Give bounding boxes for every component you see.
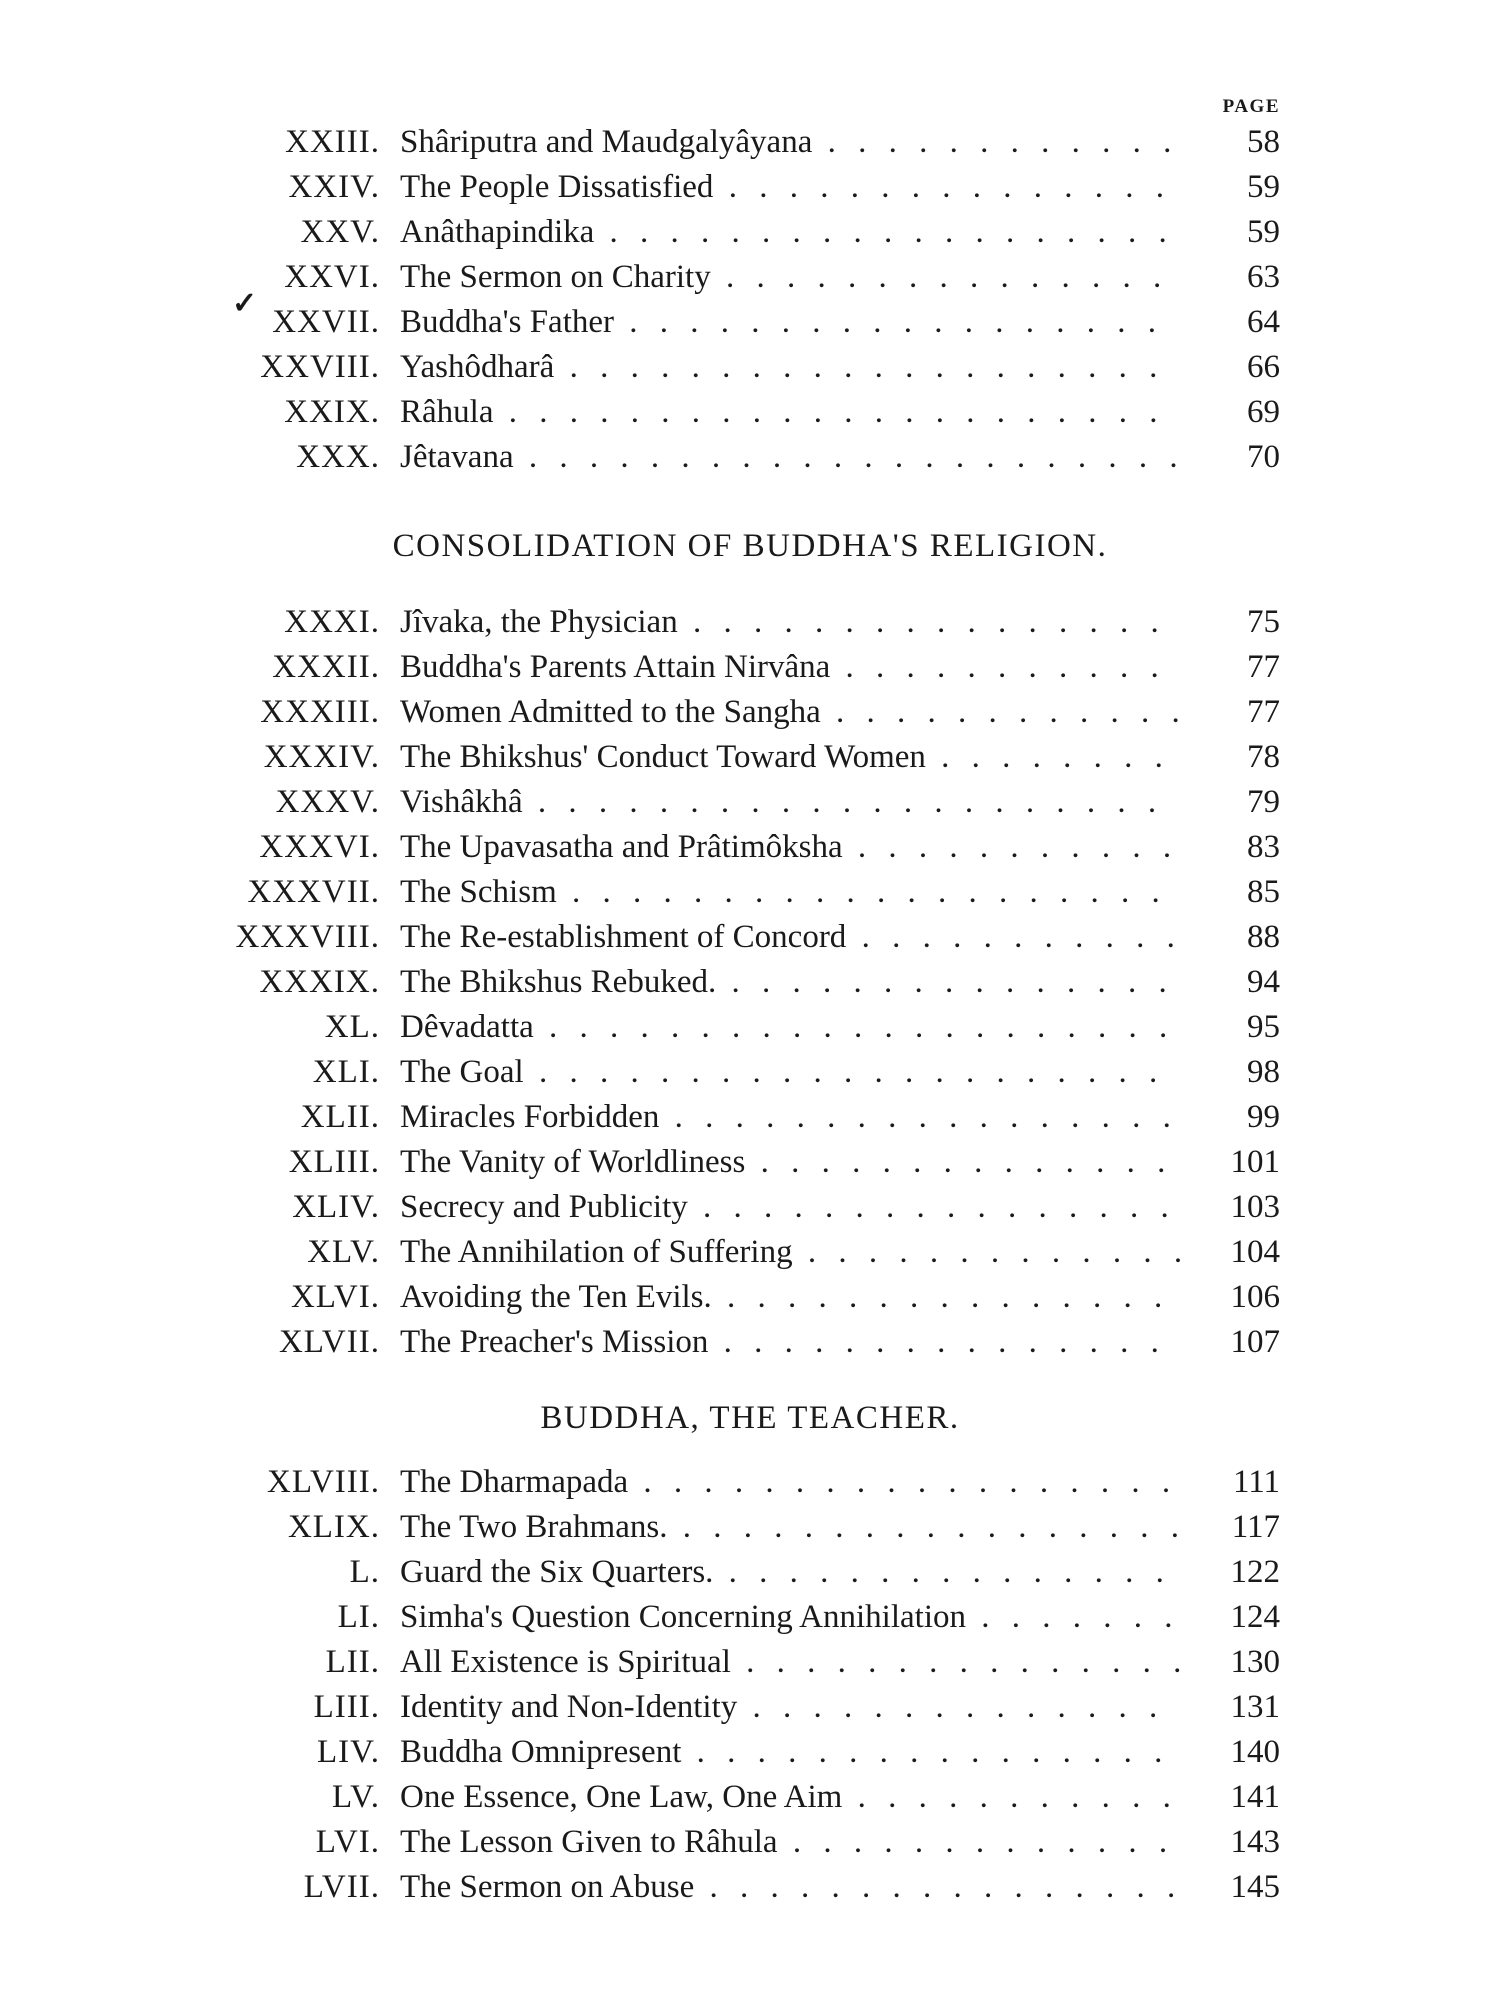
chapter-number: XLII. bbox=[300, 1099, 380, 1135]
chapter-number: LII. bbox=[325, 1644, 380, 1680]
toc-entry[interactable] bbox=[0, 435, 1500, 480]
toc-entry[interactable] bbox=[0, 1775, 1500, 1820]
chapter-number: LVI. bbox=[315, 1824, 380, 1860]
chapter-number: XXXVII. bbox=[247, 874, 380, 910]
chapter-title: Identity and Non-Identity . . . bbox=[400, 1685, 1180, 1730]
page-number: 107 bbox=[1230, 1324, 1280, 1360]
chapter-title: Yashôdharâ . . . bbox=[400, 345, 1180, 390]
toc-entry[interactable] bbox=[0, 1685, 1500, 1730]
chapter-number: XXXV. bbox=[275, 784, 380, 820]
page-number: 99 bbox=[1247, 1099, 1280, 1135]
page-number: 94 bbox=[1247, 964, 1280, 1000]
chapter-number: XXIX. bbox=[284, 394, 380, 430]
toc-entry[interactable] bbox=[0, 645, 1500, 690]
chapter-title: Dêvadatta . . . bbox=[400, 1005, 1180, 1050]
page-number: 141 bbox=[1230, 1779, 1280, 1815]
chapter-title: The Sermon on Charity . . . bbox=[400, 255, 1180, 300]
chapter-title: Buddha Omnipresent . . . bbox=[400, 1730, 1180, 1775]
chapter-number: XLV. bbox=[307, 1234, 380, 1270]
page-number: 117 bbox=[1231, 1509, 1280, 1545]
chapter-number: XLIII. bbox=[288, 1144, 380, 1180]
toc-entry[interactable] bbox=[0, 255, 1500, 300]
section-heading-teacher: BUDDHA, THE TEACHER. bbox=[540, 1400, 960, 1436]
toc-entry[interactable] bbox=[0, 1230, 1500, 1275]
page-number: 106 bbox=[1230, 1279, 1280, 1315]
page-number: 77 bbox=[1247, 649, 1280, 685]
chapter-title: Jêtavana . . . bbox=[400, 435, 1180, 480]
chapter-title: The Schism . . . bbox=[400, 870, 1180, 915]
toc-entry[interactable] bbox=[0, 870, 1500, 915]
chapter-number: XXV. bbox=[300, 214, 380, 250]
chapter-number: XXVII. bbox=[272, 304, 380, 340]
toc-entry[interactable] bbox=[0, 600, 1500, 645]
chapter-title: The Upavasatha and Prâtimôksha . . . bbox=[400, 825, 1180, 870]
chapter-title: The Re-establishment of Concord . . . bbox=[400, 915, 1180, 960]
chapter-number: XLVIII. bbox=[266, 1464, 380, 1500]
page-number: 111 bbox=[1232, 1464, 1280, 1500]
chapter-number: XXXVIII. bbox=[235, 919, 380, 955]
toc-entry[interactable] bbox=[0, 1275, 1500, 1320]
chapter-number: XLI. bbox=[312, 1054, 380, 1090]
page-number: 85 bbox=[1247, 874, 1280, 910]
page-number: 64 bbox=[1247, 304, 1280, 340]
toc-entry[interactable] bbox=[0, 1460, 1500, 1505]
page-number: 58 bbox=[1247, 124, 1280, 160]
chapter-title: Women Admitted to the Sangha . . . bbox=[400, 690, 1180, 735]
toc-entry[interactable] bbox=[0, 690, 1500, 735]
chapter-number: XXXII. bbox=[272, 649, 380, 685]
page-number: 75 bbox=[1247, 604, 1280, 640]
page-number: 98 bbox=[1247, 1054, 1280, 1090]
toc-entry[interactable] bbox=[0, 1320, 1500, 1365]
page-column-label: PAGE bbox=[1222, 96, 1280, 117]
chapter-title: The Annihilation of Suffering . . . bbox=[400, 1230, 1180, 1275]
chapter-number: LIV. bbox=[317, 1734, 380, 1770]
page-number: 95 bbox=[1247, 1009, 1280, 1045]
page-number: 77 bbox=[1247, 694, 1280, 730]
chapter-title: Miracles Forbidden . . . bbox=[400, 1095, 1180, 1140]
chapter-title: Guard the Six Quarters. . . . bbox=[400, 1550, 1180, 1595]
chapter-number: LVII. bbox=[303, 1869, 380, 1905]
chapter-number: XLIX. bbox=[287, 1509, 380, 1545]
toc-entry[interactable] bbox=[0, 1140, 1500, 1185]
toc-entry[interactable] bbox=[0, 960, 1500, 1005]
toc-entry[interactable] bbox=[0, 345, 1500, 390]
toc-entry[interactable] bbox=[0, 1640, 1500, 1685]
toc-entry[interactable] bbox=[0, 825, 1500, 870]
chapter-number: XXIII. bbox=[285, 124, 380, 160]
chapter-number: L. bbox=[349, 1554, 380, 1590]
toc-entry[interactable] bbox=[0, 210, 1500, 255]
chapter-number: XLVII. bbox=[278, 1324, 380, 1360]
chapter-title: Avoiding the Ten Evils. . . . bbox=[400, 1275, 1180, 1320]
page-number: 143 bbox=[1230, 1824, 1280, 1860]
page-number: 131 bbox=[1230, 1689, 1280, 1725]
toc-entry[interactable] bbox=[0, 165, 1500, 210]
toc-entry[interactable] bbox=[0, 1505, 1500, 1550]
page-number: 66 bbox=[1247, 349, 1280, 385]
toc-entry[interactable] bbox=[0, 780, 1500, 825]
chapter-title: The Bhikshus Rebuked. . . . bbox=[400, 960, 1180, 1005]
page-number: 78 bbox=[1247, 739, 1280, 775]
section-heading-consolidation: CONSOLIDATION OF BUDDHA'S RELIGION. bbox=[392, 528, 1108, 564]
checkmark-annotation: ✓ bbox=[232, 287, 258, 320]
toc-entry[interactable] bbox=[0, 1050, 1500, 1095]
page-number: 59 bbox=[1247, 169, 1280, 205]
toc-entry[interactable] bbox=[0, 1185, 1500, 1230]
page-number: 59 bbox=[1247, 214, 1280, 250]
chapter-title: The Goal . . . bbox=[400, 1050, 1180, 1095]
chapter-title: The Sermon on Abuse . . . bbox=[400, 1865, 1180, 1910]
chapter-number: XXIV. bbox=[288, 169, 380, 205]
toc-entry[interactable] bbox=[0, 1095, 1500, 1140]
page-number: 63 bbox=[1247, 259, 1280, 295]
chapter-number: LV. bbox=[332, 1779, 380, 1815]
page-number: 103 bbox=[1230, 1189, 1280, 1225]
toc-entry[interactable] bbox=[0, 1005, 1500, 1050]
chapter-number: LI. bbox=[337, 1599, 380, 1635]
toc-entry[interactable] bbox=[0, 1550, 1500, 1595]
toc-entry[interactable] bbox=[0, 120, 1500, 165]
toc-entry[interactable] bbox=[0, 1730, 1500, 1775]
chapter-title: Buddha's Father . . . bbox=[400, 300, 1180, 345]
chapter-title: One Essence, One Law, One Aim . . . bbox=[400, 1775, 1180, 1820]
toc-entry[interactable] bbox=[0, 390, 1500, 435]
page-number: 145 bbox=[1230, 1869, 1280, 1905]
page-number: 69 bbox=[1247, 394, 1280, 430]
chapter-title: Secrecy and Publicity . . . bbox=[400, 1185, 1180, 1230]
chapter-number: XL. bbox=[324, 1009, 380, 1045]
page-number: 101 bbox=[1230, 1144, 1280, 1180]
chapter-title: Râhula . . . bbox=[400, 390, 1180, 435]
chapter-number: XXVIII. bbox=[260, 349, 380, 385]
toc-entry[interactable] bbox=[0, 300, 1500, 345]
chapter-title: The Dharmapada . . . bbox=[400, 1460, 1180, 1505]
page-number: 79 bbox=[1247, 784, 1280, 820]
chapter-number: XXXI. bbox=[284, 604, 380, 640]
chapter-number: XXVI. bbox=[284, 259, 380, 295]
chapter-number: XXXIII. bbox=[260, 694, 380, 730]
toc-entry[interactable] bbox=[0, 1865, 1500, 1910]
page-number: 88 bbox=[1247, 919, 1280, 955]
chapter-title: All Existence is Spiritual . . . bbox=[400, 1640, 1180, 1685]
toc-entry[interactable] bbox=[0, 915, 1500, 960]
chapter-number: XXX. bbox=[296, 439, 380, 475]
chapter-title: The Two Brahmans. . . . bbox=[400, 1505, 1180, 1550]
chapter-number: XLIV. bbox=[292, 1189, 380, 1225]
page-number: 124 bbox=[1230, 1599, 1280, 1635]
page-number: 130 bbox=[1230, 1644, 1280, 1680]
chapter-number: XLVI. bbox=[290, 1279, 380, 1315]
chapter-title: The Preacher's Mission . . . bbox=[400, 1320, 1180, 1365]
chapter-title: Anâthapindika . . . bbox=[400, 210, 1180, 255]
chapter-number: XXXIV. bbox=[263, 739, 380, 775]
page-number: 104 bbox=[1230, 1234, 1280, 1270]
toc-entry[interactable] bbox=[0, 735, 1500, 780]
toc-entry[interactable] bbox=[0, 1595, 1500, 1640]
page-number: 122 bbox=[1230, 1554, 1280, 1590]
chapter-number: XXXIX. bbox=[259, 964, 380, 1000]
chapter-title: Shâriputra and Maudgalyâyana . . . bbox=[400, 120, 1180, 165]
chapter-title: Vishâkhâ . . . bbox=[400, 780, 1180, 825]
page-number: 140 bbox=[1230, 1734, 1280, 1770]
chapter-title: Jîvaka, the Physician . . . bbox=[400, 600, 1180, 645]
chapter-title: Simha's Question Concerning Annihilation . . . bbox=[400, 1595, 1180, 1640]
chapter-number: XXXVI. bbox=[259, 829, 380, 865]
chapter-number: LIII. bbox=[313, 1689, 380, 1725]
chapter-title: The Lesson Given to Râhula . . . bbox=[400, 1820, 1180, 1865]
page-number: 83 bbox=[1247, 829, 1280, 865]
chapter-title: The Vanity of Worldliness . . . bbox=[400, 1140, 1180, 1185]
page-number: 70 bbox=[1247, 439, 1280, 475]
chapter-title: Buddha's Parents Attain Nirvâna . . . bbox=[400, 645, 1180, 690]
chapter-title: The People Dissatisfied . . . bbox=[400, 165, 1180, 210]
toc-entry[interactable] bbox=[0, 1820, 1500, 1865]
chapter-title: The Bhikshus' Conduct Toward Women . . . bbox=[400, 735, 1180, 780]
